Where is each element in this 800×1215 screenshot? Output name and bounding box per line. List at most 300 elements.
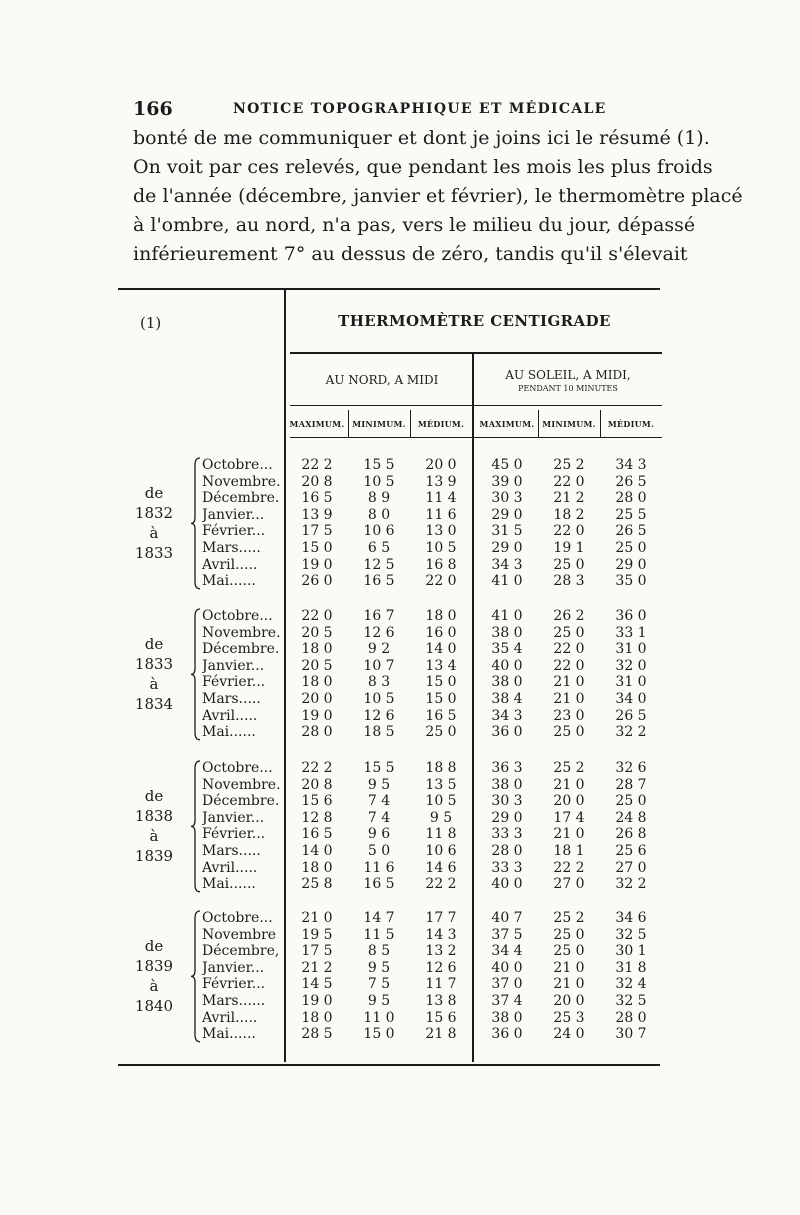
month-label: Février... [202, 826, 266, 843]
value-column [410, 910, 472, 1043]
table-cell: 24 0 [553, 1026, 585, 1043]
table-cell: 18 0 [301, 859, 333, 876]
table-cell: 10 7 [363, 657, 395, 674]
table-cell: 15 0 [301, 539, 333, 556]
value-column [286, 608, 348, 741]
table-cell: 13 8 [425, 992, 457, 1009]
table-cell: 36 0 [615, 608, 647, 624]
period-label-line: de [144, 484, 164, 503]
table-cell: 29 0 [491, 809, 523, 826]
value-column [538, 608, 600, 741]
body-line: On voit par ces relevés, que pendant les mois les plus froids [133, 156, 713, 178]
table-cell: 33 1 [615, 624, 647, 641]
table-cell: 19 1 [553, 539, 585, 556]
table-cell: 30 3 [491, 490, 523, 507]
table-cell: 29 0 [491, 539, 523, 556]
table-cell: 25 3 [553, 1009, 585, 1026]
value-column [410, 608, 472, 741]
value-column [410, 457, 472, 590]
table-cell: 21 0 [553, 690, 585, 707]
table-cell: 26 5 [615, 473, 647, 490]
table-cell: 38 4 [491, 690, 523, 707]
month-label: Mars...... [202, 992, 266, 1009]
table-cell: 22 2 [553, 859, 585, 876]
table-cell: 36 0 [491, 1026, 523, 1043]
table-cell: 32 0 [615, 657, 647, 674]
table-bottom-rule [118, 1064, 660, 1066]
table-cell: 14 5 [301, 976, 333, 993]
table-cell: 32 4 [615, 976, 647, 993]
table-cell: 25 8 [301, 876, 333, 893]
group-header-north: AU NORD, A MIDI [325, 373, 439, 387]
table-cell: 34 6 [615, 910, 647, 926]
month-label: Octobre... [202, 457, 273, 473]
value-column [538, 760, 600, 893]
table-cell: 45 0 [491, 457, 523, 473]
table-cell: 19 0 [301, 707, 333, 724]
table-cell: 25 5 [615, 506, 647, 523]
table-top-rule [118, 288, 660, 290]
table-cell: 28 0 [301, 724, 333, 741]
period-label-line: à [149, 524, 159, 543]
table-cell: 6 5 [367, 539, 391, 556]
table-cell: 19 5 [301, 926, 333, 943]
table-cell: 16 5 [301, 490, 333, 507]
period-label-line: 1839 [134, 847, 174, 866]
table-cell: 31 8 [615, 959, 647, 976]
month-label: Avril..... [202, 556, 258, 573]
table-cell: 21 2 [301, 959, 333, 976]
table-cell: 34 0 [615, 690, 647, 707]
table-cell: 17 4 [553, 809, 585, 826]
month-label: Mai...... [202, 724, 256, 741]
table-cell: 40 7 [491, 910, 523, 926]
page-number: 166 [133, 98, 173, 120]
body-text [133, 124, 743, 269]
table-cell: 14 0 [301, 842, 333, 859]
table-cell: 36 0 [491, 724, 523, 741]
table-cell: 32 6 [615, 760, 647, 776]
table-cell: 22 0 [301, 608, 333, 624]
month-label: Avril..... [202, 707, 258, 724]
month-label: Décembre, [202, 943, 280, 960]
table-cell: 18 0 [425, 608, 457, 624]
month-label: Mars..... [202, 539, 261, 556]
table-cell: 40 0 [491, 876, 523, 893]
table-cell: 22 0 [425, 573, 457, 590]
table-cell: 30 1 [615, 943, 647, 960]
body-line: à l'ombre, au nord, n'a pas, vers le milieu du jour, dépassé [133, 214, 696, 236]
table-cell: 9 6 [367, 826, 391, 843]
period-label [118, 483, 190, 563]
table-cell: 15 5 [363, 760, 395, 776]
table-cell: 12 6 [363, 707, 395, 724]
table-cell: 16 5 [301, 826, 333, 843]
value-column [348, 608, 410, 741]
table-cell: 25 0 [553, 926, 585, 943]
group-divider [472, 352, 474, 1062]
table-cell: 33 3 [491, 859, 523, 876]
table-cell: 38 0 [491, 776, 523, 793]
table-cell: 7 4 [367, 793, 391, 810]
table-cell: 28 7 [615, 776, 647, 793]
month-label: Mars..... [202, 690, 261, 707]
month-label: Novembre [202, 926, 277, 943]
table-cell: 18 5 [363, 724, 395, 741]
col-header-sun-med: MÉDIUM. [607, 419, 655, 429]
table-cell: 20 0 [425, 457, 457, 473]
table-cell: 12 5 [363, 556, 395, 573]
table-cell: 20 5 [301, 624, 333, 641]
table-cell: 7 4 [367, 809, 391, 826]
table-cell: 28 0 [615, 490, 647, 507]
table-cell: 21 0 [553, 959, 585, 976]
table-cell: 16 0 [425, 624, 457, 641]
value-column [286, 457, 348, 590]
table-cell: 33 3 [491, 826, 523, 843]
table-cell: 10 5 [363, 690, 395, 707]
table-cell: 9 5 [367, 992, 391, 1009]
value-column [600, 608, 662, 741]
table-cell: 12 8 [301, 809, 333, 826]
month-label: Février... [202, 674, 266, 691]
table-cell: 19 0 [301, 992, 333, 1009]
month-label: Avril..... [202, 1009, 258, 1026]
table-cell: 26 5 [615, 523, 647, 540]
table-cell: 31 0 [615, 641, 647, 658]
value-column [476, 910, 538, 1043]
table-cell: 22 0 [553, 473, 585, 490]
period-label-line: 1838 [134, 807, 174, 826]
table-cell: 14 6 [425, 859, 457, 876]
table-cell: 22 2 [301, 457, 333, 473]
col-header-sun-min: MINIMUM. [542, 419, 596, 429]
table-cell: 25 2 [553, 760, 585, 776]
brace-icon [190, 608, 202, 741]
table-cell: 25 0 [553, 624, 585, 641]
table-cell: 30 7 [615, 1026, 647, 1043]
table-cell: 14 7 [363, 910, 395, 926]
period-label-line: de [144, 787, 164, 806]
table-cell: 38 0 [491, 674, 523, 691]
table-cell: 9 5 [429, 809, 453, 826]
table-cell: 34 4 [491, 943, 523, 960]
month-label: Février... [202, 976, 266, 993]
table-cell: 17 5 [301, 943, 333, 960]
table-cell: 7 5 [367, 976, 391, 993]
table-cell: 9 2 [367, 641, 391, 658]
month-label: Décembre. [202, 793, 280, 810]
table-cell: 16 5 [363, 876, 395, 893]
table-cell: 13 0 [425, 523, 457, 540]
table-cell: 37 5 [491, 926, 523, 943]
table-cell: 18 2 [553, 506, 585, 523]
month-label: Mars..... [202, 842, 261, 859]
table-cell: 21 0 [301, 910, 333, 926]
period-label-line: 1833 [134, 655, 174, 674]
table-cell: 32 2 [615, 724, 647, 741]
month-label: Octobre... [202, 910, 273, 926]
month-column [202, 760, 288, 893]
col-header-north-min: MINIMUM. [352, 419, 406, 429]
table-cell: 8 5 [367, 943, 391, 960]
table-cell: 38 0 [491, 1009, 523, 1026]
month-label: Décembre. [202, 490, 280, 507]
running-title: NOTICE TOPOGRAPHIQUE ET MÉDICALE [233, 101, 607, 117]
table-cell: 30 3 [491, 793, 523, 810]
month-label: Février... [202, 523, 266, 540]
table-cell: 12 6 [363, 624, 395, 641]
table-cell: 37 4 [491, 992, 523, 1009]
value-column [476, 457, 538, 590]
table-cell: 40 0 [491, 959, 523, 976]
table-cell: 18 0 [301, 641, 333, 658]
value-column [286, 760, 348, 893]
table-cell: 22 0 [553, 657, 585, 674]
table-cell: 20 8 [301, 473, 333, 490]
value-column [538, 910, 600, 1043]
period-label-line: 1832 [134, 504, 174, 523]
table-cell: 35 0 [615, 573, 647, 590]
table-cell: 13 9 [301, 506, 333, 523]
month-label: Octobre... [202, 760, 273, 776]
table-cell: 18 8 [425, 760, 457, 776]
table-cell: 27 0 [553, 876, 585, 893]
month-column [202, 910, 288, 1043]
table-cell: 13 9 [425, 473, 457, 490]
table-cell: 25 0 [553, 943, 585, 960]
month-label: Décembre. [202, 641, 280, 658]
table-cell: 8 0 [367, 506, 391, 523]
value-column [476, 608, 538, 741]
table-cell: 18 0 [301, 674, 333, 691]
col-header-north-max: MAXIMUM. [289, 419, 345, 429]
month-column [202, 608, 288, 741]
table-cell: 21 0 [553, 776, 585, 793]
table-cell: 11 0 [363, 1009, 395, 1026]
table-cell: 25 2 [553, 910, 585, 926]
table-cell: 11 4 [425, 490, 457, 507]
period-label-line: à [149, 827, 159, 846]
value-column [538, 457, 600, 590]
month-label: Mai...... [202, 876, 256, 893]
table-cell: 21 2 [553, 490, 585, 507]
body-line: bonté de me communiquer et dont je joins ici le résumé (1). [133, 127, 710, 149]
table-cell: 25 0 [615, 793, 647, 810]
period-label [118, 936, 190, 1016]
table-cell: 11 7 [425, 976, 457, 993]
value-column [476, 760, 538, 893]
table-cell: 15 5 [363, 457, 395, 473]
table-cell: 21 0 [553, 826, 585, 843]
page-header [133, 98, 673, 124]
table-cell: 10 5 [363, 473, 395, 490]
value-column [286, 910, 348, 1043]
table-cell: 34 3 [491, 707, 523, 724]
table-cell: 41 0 [491, 608, 523, 624]
table-cell: 37 0 [491, 976, 523, 993]
table-cell: 16 7 [363, 608, 395, 624]
period-label-line: 1833 [134, 544, 174, 563]
table-cell: 28 0 [491, 842, 523, 859]
group-underline [290, 405, 662, 406]
table-cell: 24 8 [615, 809, 647, 826]
month-label: Janvier... [202, 506, 265, 523]
table-cell: 22 0 [553, 523, 585, 540]
month-label: Janvier... [202, 809, 265, 826]
period-label-line: 1839 [134, 957, 174, 976]
table-cell: 31 0 [615, 674, 647, 691]
table-cell: 20 0 [301, 690, 333, 707]
period-label-line: 1834 [134, 695, 174, 714]
table-cell: 25 0 [553, 724, 585, 741]
table-cell: 26 5 [615, 707, 647, 724]
table-cell: 20 0 [553, 992, 585, 1009]
table-cell: 21 0 [553, 976, 585, 993]
table-cell: 21 0 [553, 674, 585, 691]
month-label: Mai...... [202, 1026, 256, 1043]
table-cell: 20 8 [301, 776, 333, 793]
table-cell: 20 5 [301, 657, 333, 674]
table-cell: 15 0 [425, 674, 457, 691]
table-cell: 11 5 [363, 926, 395, 943]
table-cell: 29 0 [491, 506, 523, 523]
table-cell: 15 0 [425, 690, 457, 707]
col-header-north-med: MÉDIUM. [417, 419, 465, 429]
table-cell: 25 0 [615, 539, 647, 556]
table-cell: 22 0 [553, 641, 585, 658]
table-cell: 21 8 [425, 1026, 457, 1043]
table-cell: 10 6 [363, 523, 395, 540]
table-cell: 39 0 [491, 473, 523, 490]
table-cell: 12 6 [425, 959, 457, 976]
table-cell: 16 5 [425, 707, 457, 724]
value-column [410, 760, 472, 893]
table-cell: 36 3 [491, 760, 523, 776]
table-cell: 9 5 [367, 776, 391, 793]
table-cell: 26 2 [553, 608, 585, 624]
table-cell: 19 0 [301, 556, 333, 573]
table-cell: 14 3 [425, 926, 457, 943]
table-cell: 28 0 [615, 1009, 647, 1026]
period-label-line: de [144, 635, 164, 654]
table-cell: 17 5 [301, 523, 333, 540]
table-cell: 22 2 [301, 760, 333, 776]
table-cell: 35 4 [491, 641, 523, 658]
brace-icon [190, 457, 202, 590]
table-cell: 18 0 [301, 1009, 333, 1026]
month-label: Novembre. [202, 624, 281, 641]
month-label: Avril..... [202, 859, 258, 876]
table-cell: 8 9 [367, 490, 391, 507]
table-cell: 22 2 [425, 876, 457, 893]
table-cell: 34 3 [615, 457, 647, 473]
period-label-line: à [149, 977, 159, 996]
table-cell: 13 5 [425, 776, 457, 793]
table-cell: 11 6 [363, 859, 395, 876]
value-column [348, 457, 410, 590]
table-cell: 26 8 [615, 826, 647, 843]
table-cell: 28 3 [553, 573, 585, 590]
period-label-line: de [144, 937, 164, 956]
value-column [600, 760, 662, 893]
table-cell: 17 7 [425, 910, 457, 926]
value-column [348, 910, 410, 1043]
table-cell: 18 1 [553, 842, 585, 859]
table-cell: 5 0 [367, 842, 391, 859]
month-label: Octobre... [202, 608, 273, 624]
month-column [202, 457, 288, 590]
table-cell: 40 0 [491, 657, 523, 674]
table-cell: 27 0 [615, 859, 647, 876]
month-label: Janvier... [202, 959, 265, 976]
table-cell: 16 5 [363, 573, 395, 590]
table-cell: 9 5 [367, 959, 391, 976]
value-column [600, 910, 662, 1043]
footnote-marker: (1) [140, 314, 162, 332]
table-cell: 25 0 [553, 556, 585, 573]
table-cell: 20 0 [553, 793, 585, 810]
value-column [600, 457, 662, 590]
brace-icon [190, 760, 202, 893]
table-cell: 32 5 [615, 926, 647, 943]
table-cell: 15 6 [425, 1009, 457, 1026]
period-label-line: 1840 [134, 997, 174, 1016]
brace-icon [190, 910, 202, 1043]
month-label: Mai...... [202, 573, 256, 590]
table-cell: 26 0 [301, 573, 333, 590]
col-header-sun-max: MAXIMUM. [479, 419, 535, 429]
table-cell: 29 0 [615, 556, 647, 573]
month-label: Janvier... [202, 657, 265, 674]
period-label [118, 786, 190, 866]
table-cell: 28 5 [301, 1026, 333, 1043]
table-cell: 13 4 [425, 657, 457, 674]
table-cell: 13 2 [425, 943, 457, 960]
month-label: Novembre. [202, 473, 281, 490]
table-title: THERMOMÈTRE CENTIGRADE [338, 312, 611, 330]
table-cell: 23 0 [553, 707, 585, 724]
period-label-line: à [149, 675, 159, 694]
body-line: inférieurement 7° au dessus de zéro, tandis qu'il s'élevait [133, 243, 688, 265]
table-cell: 10 5 [425, 539, 457, 556]
body-line: de l'année (décembre, janvier et février), le thermomètre placé [133, 185, 743, 207]
header-underline [290, 437, 662, 438]
table-cell: 14 0 [425, 641, 457, 658]
table-cell: 25 2 [553, 457, 585, 473]
table-cell: 25 0 [425, 724, 457, 741]
table-cell: 8 3 [367, 674, 391, 691]
table-cell: 15 6 [301, 793, 333, 810]
title-underline [290, 352, 662, 354]
table-cell: 41 0 [491, 573, 523, 590]
table-cell: 32 5 [615, 992, 647, 1009]
table-cell: 32 2 [615, 876, 647, 893]
period-label [118, 634, 190, 714]
table-cell: 11 8 [425, 826, 457, 843]
table-cell: 38 0 [491, 624, 523, 641]
table-cell: 11 6 [425, 506, 457, 523]
table-cell: 16 8 [425, 556, 457, 573]
group-header-sun: AU SOLEIL, A MIDI, PENDANT 10 MINUTES [505, 368, 631, 393]
value-column [348, 760, 410, 893]
table-cell: 10 5 [425, 793, 457, 810]
table-cell: 34 3 [491, 556, 523, 573]
table-cell: 25 6 [615, 842, 647, 859]
table-cell: 31 5 [491, 523, 523, 540]
month-label: Novembre. [202, 776, 281, 793]
table-cell: 15 0 [363, 1026, 395, 1043]
